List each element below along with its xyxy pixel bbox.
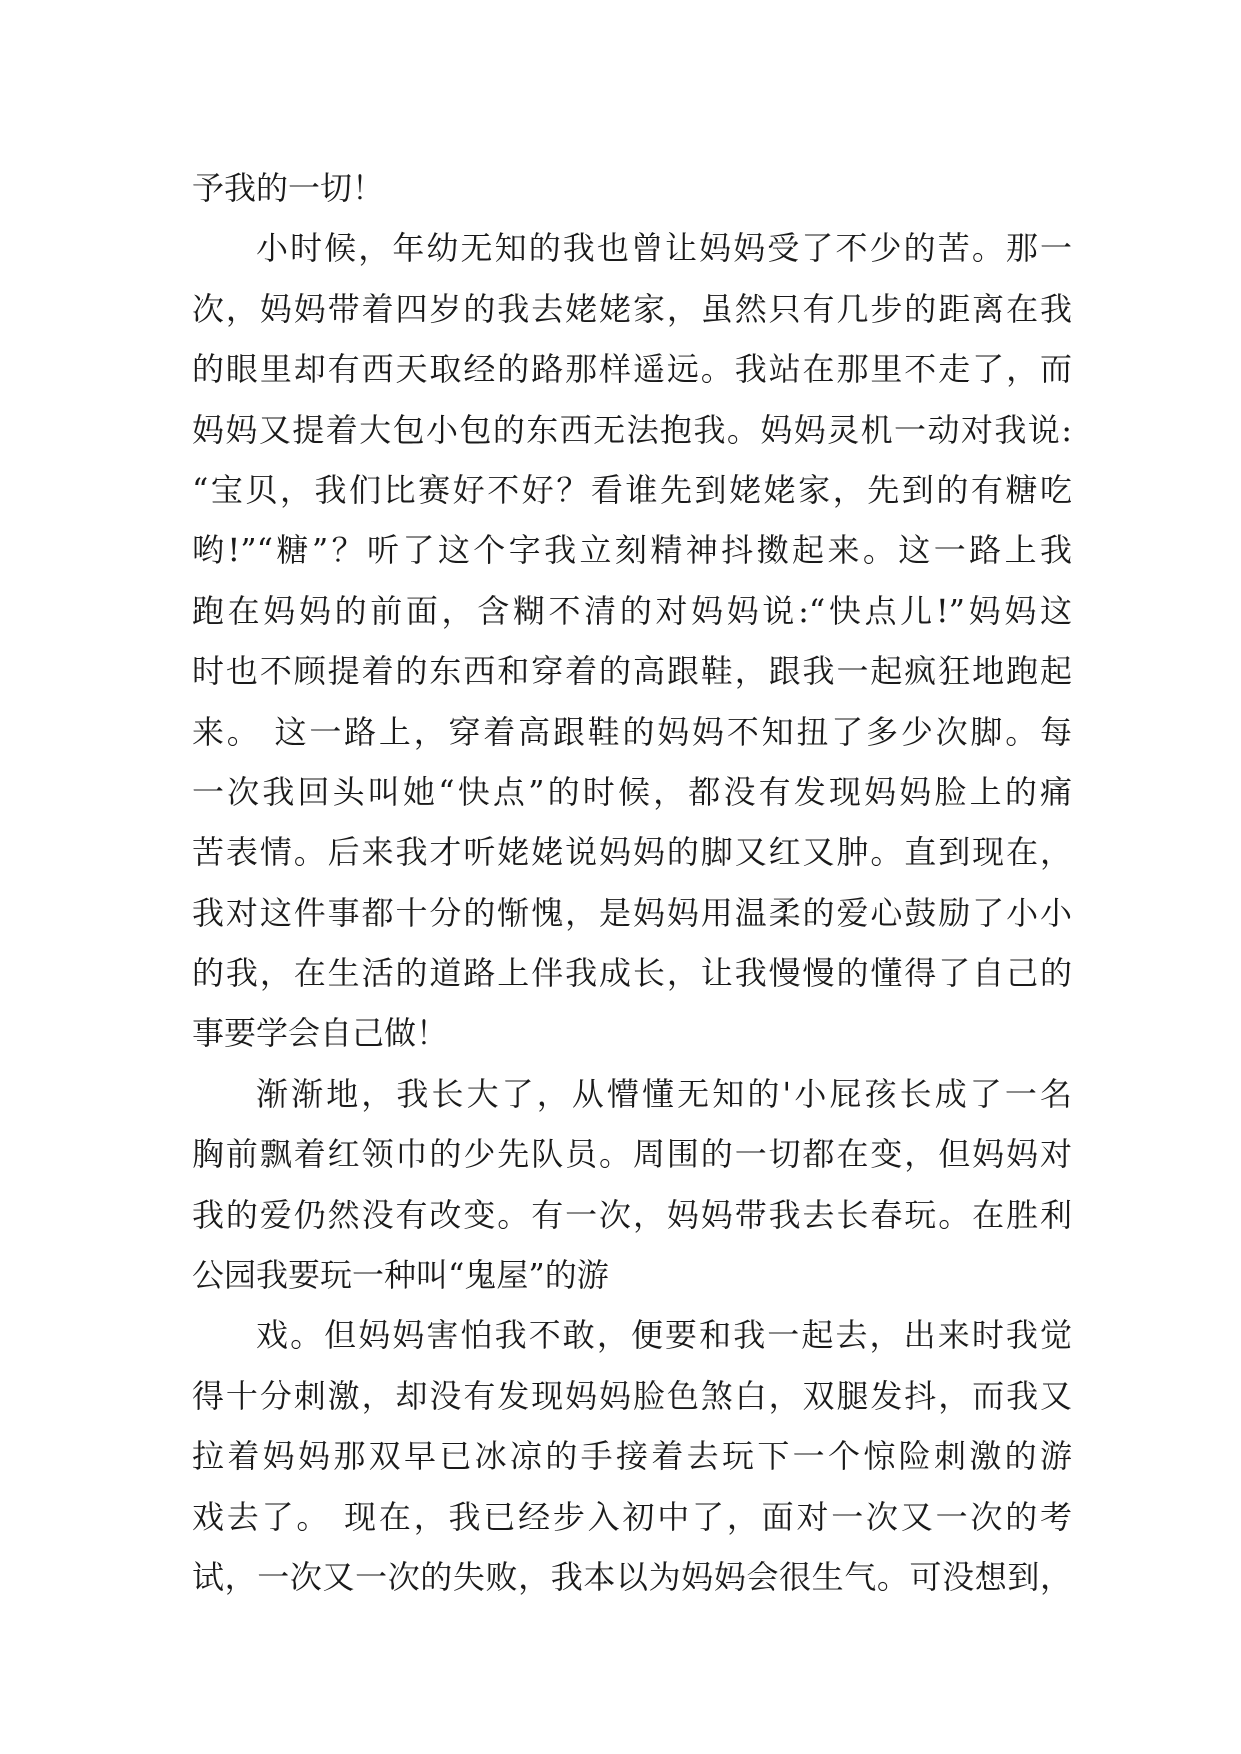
text-line: 一次我回头叫她“快点”的时候，都没有发现妈妈脸上的痛 [192,772,1072,811]
text-line: 我的爱仍然没有改变。有一次，妈妈带我去长春玩。在胜利 [192,1195,1072,1234]
text-line: “宝贝，我们比赛好不好？看谁先到姥姥家，先到的有糖吃 [192,470,1072,509]
text-line: 戏。但妈妈害怕我不敢，便要和我一起去，出来时我觉 [256,1316,1072,1355]
text-line: 哟!”“糖”？听了这个字我立刻精神抖擞起来。这一路上我 [192,531,1072,570]
text-line: 予我的一切！ [192,169,385,207]
text-line: 试，一次又一次的失败，我本以为妈妈会很生气。可没想到， [192,1557,1072,1596]
text-line: 苦表情。后来我才听姥姥说妈妈的脚又红又肿。直到现在， [192,833,1072,872]
text-line: 事要学会自己做！ [192,1014,449,1053]
text-line: 公园我要玩一种叫“鬼屋”的游 [192,1256,609,1295]
text-line: 的眼里却有西天取经的路那样遥远。我站在那里不走了，而 [192,350,1072,389]
text-line: 我对这件事都十分的惭愧，是妈妈用温柔的爱心鼓励了小小 [192,893,1072,932]
text-line: 得十分刺激，却没有发现妈妈脸色煞白，双腿发抖，而我又 [192,1376,1072,1415]
text-line: 戏去了。 现在，我已经步入初中了，面对一次又一次的考 [192,1497,1072,1536]
text-line: 时也不顾提着的东西和穿着的高跟鞋，跟我一起疯狂地跑起 [192,652,1072,691]
body-text [192,158,1072,1607]
text-line: 跑在妈妈的前面，含糊不清的对妈妈说:“快点儿!”妈妈这 [192,591,1072,630]
text-line: 来。 这一路上，穿着高跟鞋的妈妈不知扭了多少次脚。每 [192,712,1072,751]
text-line: 小时候，年幼无知的我也曾让妈妈受了不少的苦。那一 [256,229,1072,268]
text-line: 渐渐地，我长大了，从懵懂无知的'小屁孩长成了一名 [256,1074,1072,1113]
text-line: 的我，在生活的道路上伴我成长，让我慢慢的懂得了自己的 [192,954,1072,993]
text-line: 次，妈妈带着四岁的我去姥姥家，虽然只有几步的距离在我 [192,289,1072,328]
text-line: 拉着妈妈那双早已冰凉的手接着去玩下一个惊险刺激的游 [192,1437,1072,1476]
text-line: 妈妈又提着大包小包的东西无法抱我。妈妈灵机一动对我说: [192,410,1072,449]
text-line: 胸前飘着红领巾的少先队员。周围的一切都在变，但妈妈对 [192,1135,1072,1174]
